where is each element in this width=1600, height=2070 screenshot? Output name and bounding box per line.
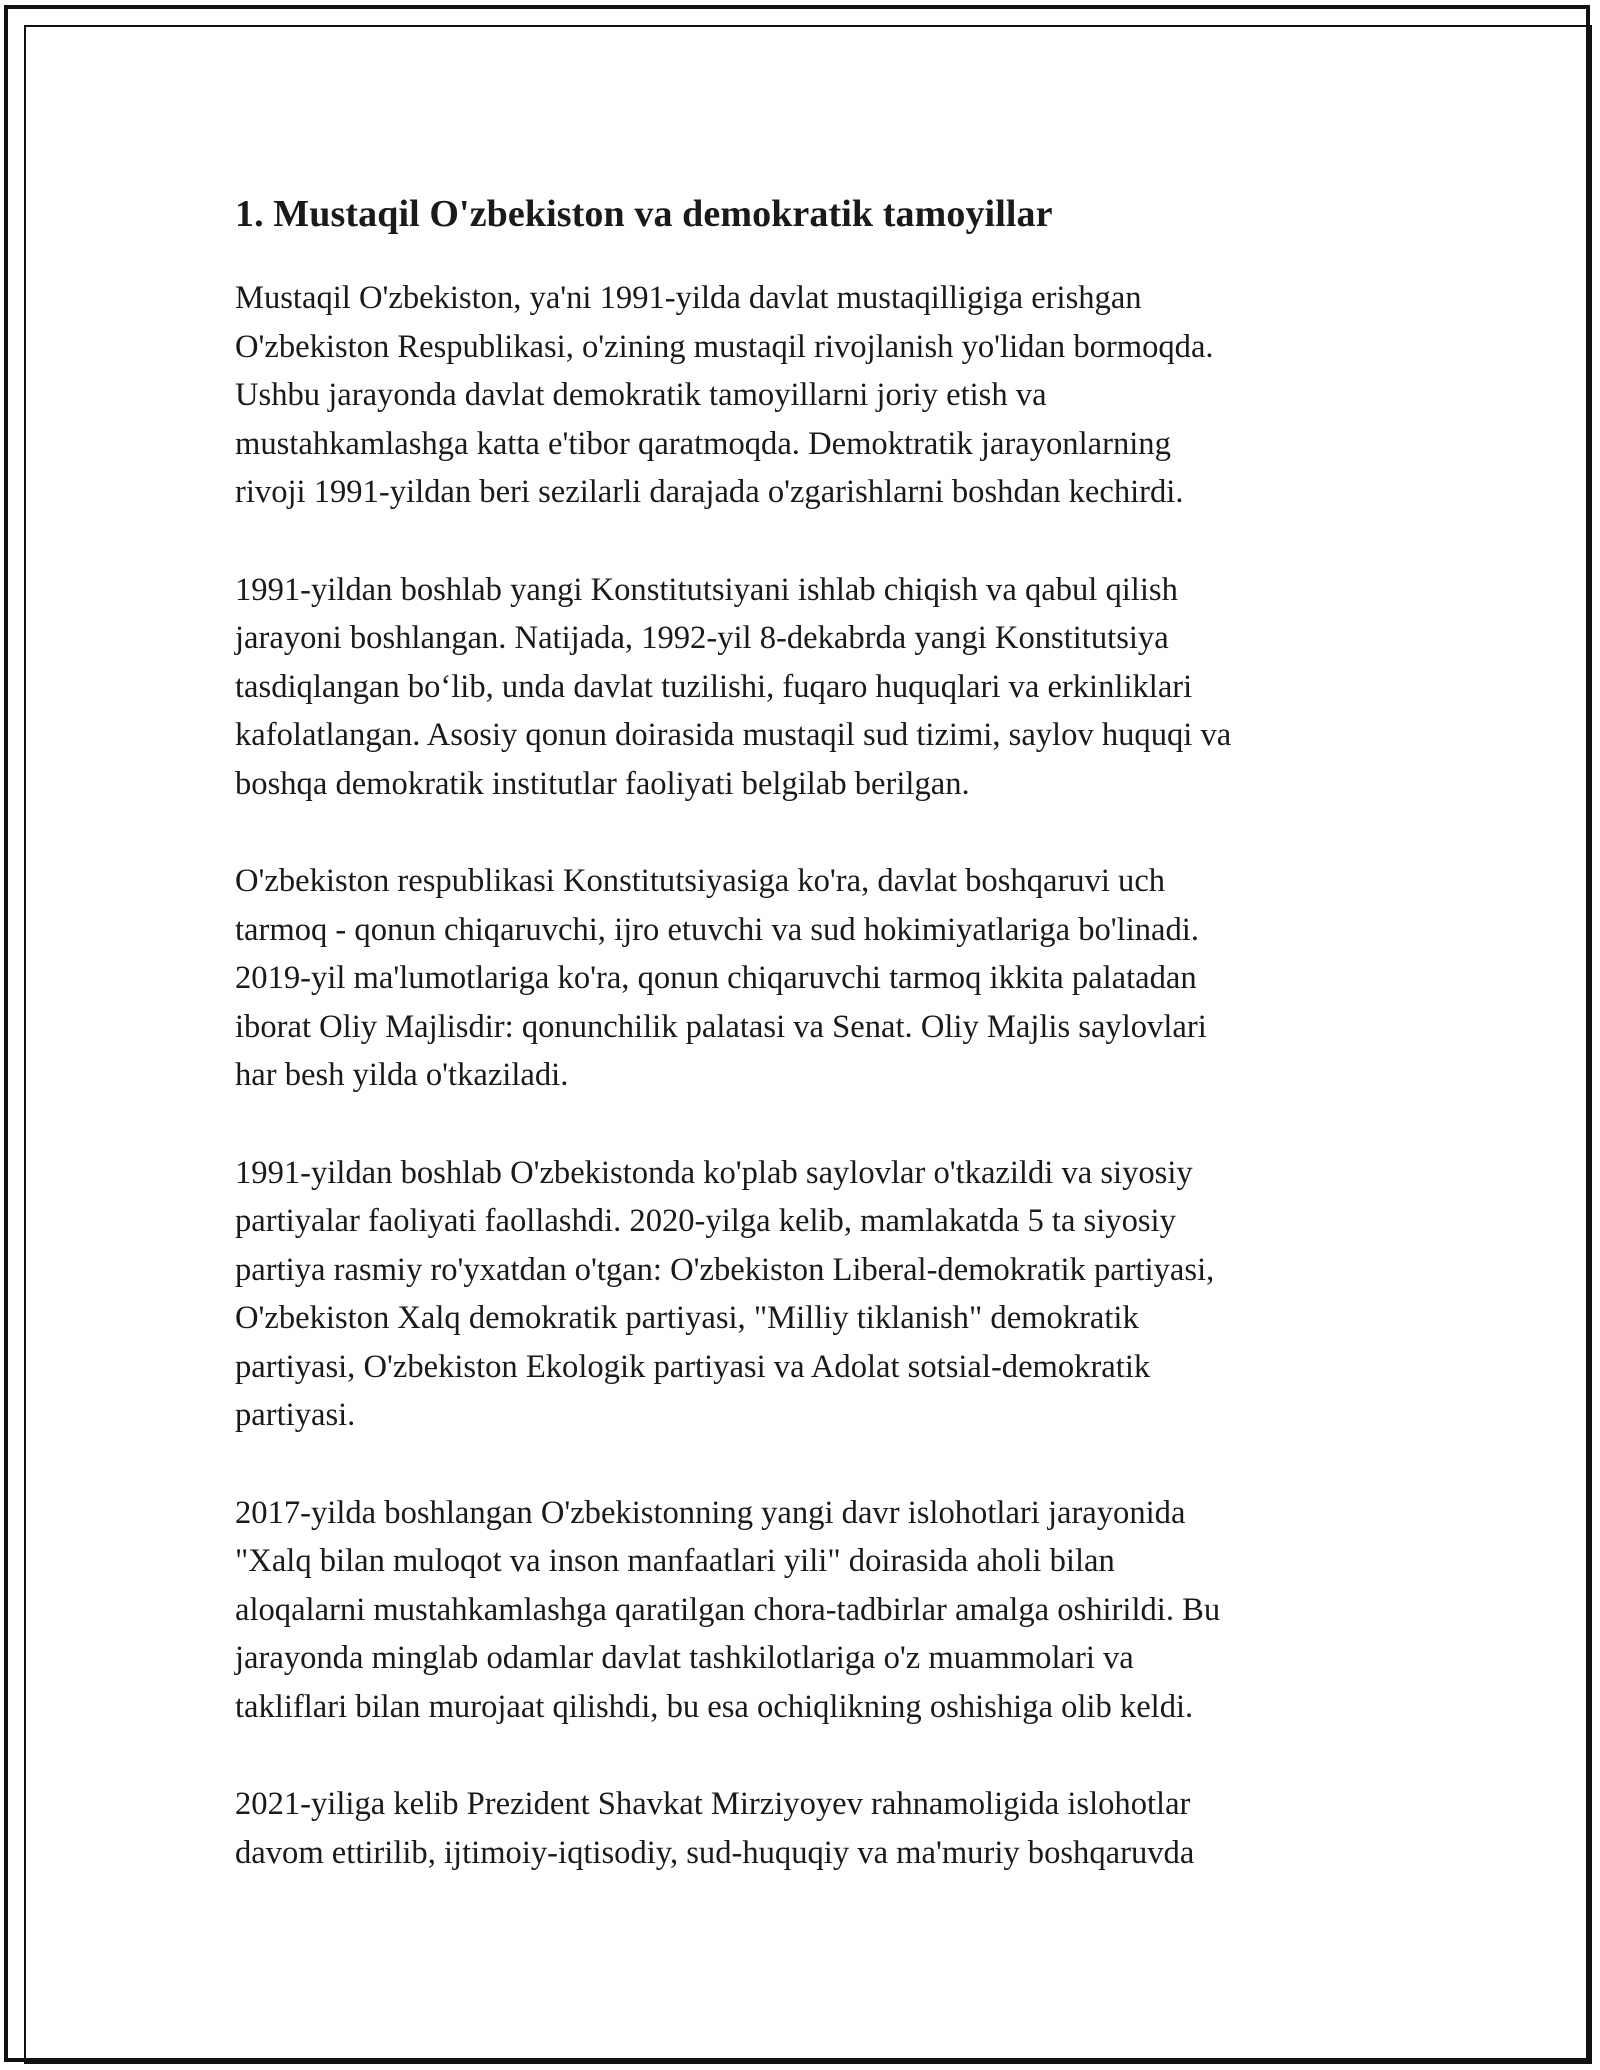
paragraph-line: davom ettirilib, ijtimoiy-iqtisodiy, sud-huquqiy va ma'muriy boshqaruvda xyxy=(235,1834,1195,1871)
document-body xyxy=(235,188,1385,1926)
paragraph-line: partiyasi, O'zbekiston Ekologik partiyasi va Adolat sotsial-demokratik xyxy=(235,1348,1151,1385)
paragraph-4 xyxy=(235,1149,1385,1440)
paragraph-3 xyxy=(235,857,1385,1100)
paragraph-line: kafolatlangan. Asosiy qonun doirasida mustaqil sud tizimi, saylov huquqi va xyxy=(235,717,1232,753)
paragraph-line: partiya rasmiy ro'yxatdan o'tgan: O'zbekiston Liberal-demokratik partiyasi, xyxy=(235,1251,1215,1288)
paragraph-line: Ushbu jarayonda davlat demokratik tamoyillarni joriy etish va xyxy=(235,377,1047,413)
section-heading: 1. Mustaqil O'zbekiston va demokratik tamoyillar xyxy=(235,193,1053,235)
paragraph-5 xyxy=(235,1489,1385,1732)
paragraph-line: tarmoq - qonun chiqaruvchi, ijro etuvchi va sud hokimiyatlariga bo'linadi. xyxy=(235,911,1199,948)
paragraph-line: 1991-yildan boshlab O'zbekistonda ko'plab saylovlar o'tkazildi va siyosiy xyxy=(235,1154,1193,1191)
paragraph-line: boshqa demokratik institutlar faoliyati belgilab berilgan. xyxy=(235,765,970,802)
paragraph-line: partiyalar faoliyati faollashdi. 2020-yilga kelib, mamlakatda 5 ta siyosiy xyxy=(235,1203,1176,1239)
paragraph-line: takliflari bilan murojaat qilishdi, bu esa ochiqlikning oshishiga olib keldi. xyxy=(235,1688,1194,1725)
paragraph-2 xyxy=(235,566,1385,809)
paragraph-line: rivoji 1991-yildan beri sezilarli darajada o'zgarishlarni boshdan kechirdi. xyxy=(235,474,1184,510)
paragraph-line: O'zbekiston Respublikasi, o'zining mustaqil rivojlanish yo'lidan bormoqda. xyxy=(235,328,1214,365)
paragraph-line: har besh yilda o'tkaziladi. xyxy=(235,1057,569,1093)
paragraph-line: "Xalq bilan muloqot va inson manfaatlari yili" doirasida aholi bilan xyxy=(235,1543,1115,1579)
paragraph-line: aloqalarni mustahkamlashga qaratilgan chora-tadbirlar amalga oshirildi. Bu xyxy=(235,1591,1221,1628)
paragraph-line: tasdiqlangan bo‘lib, unda davlat tuzilishi, fuqaro huquqlari va erkinliklari xyxy=(235,668,1193,705)
paragraph-line: 2017-yilda boshlangan O'zbekistonning yangi davr islohotlari jarayonida xyxy=(235,1494,1186,1531)
paragraph-line: 2019-yil ma'lumotlariga ko'ra, qonun chiqaruvchi tarmoq ikkita palatadan xyxy=(235,960,1197,996)
paragraph-line: 2021-yiliga kelib Prezident Shavkat Mirziyoyev rahnamoligida islohotlar xyxy=(235,1786,1191,1822)
paragraph-line: 1991-yildan boshlab yangi Konstitutsiyani ishlab chiqish va qabul qilish xyxy=(235,571,1178,608)
paragraph-line: O'zbekiston respublikasi Konstitutsiyasiga ko'ra, davlat boshqaruvi uch xyxy=(235,863,1166,899)
paragraph-line: jarayonda minglab odamlar davlat tashkilotlariga o'z muammolari va xyxy=(235,1640,1134,1676)
paragraph-line: partiyasi. xyxy=(235,1397,356,1433)
paragraph-line: iborat Oliy Majlisdir: qonunchilik palatasi va Senat. Oliy Majlis saylovlari xyxy=(235,1008,1207,1045)
paragraph-6 xyxy=(235,1780,1385,1877)
paragraph-line: jarayoni boshlangan. Natijada, 1992-yil 8-dekabrda yangi Konstitutsiya xyxy=(235,620,1169,656)
paragraph-1 xyxy=(235,274,1385,517)
paragraph-line: mustahkamlashga katta e'tibor qaratmoqda. Demoktratik jarayonlarning xyxy=(235,425,1171,462)
paragraph-line: Mustaqil O'zbekiston, ya'ni 1991-yilda davlat mustaqilligiga erishgan xyxy=(235,280,1142,316)
paragraph-line: O'zbekiston Xalq demokratik partiyasi, "Milliy tiklanish" demokratik xyxy=(235,1300,1139,1336)
